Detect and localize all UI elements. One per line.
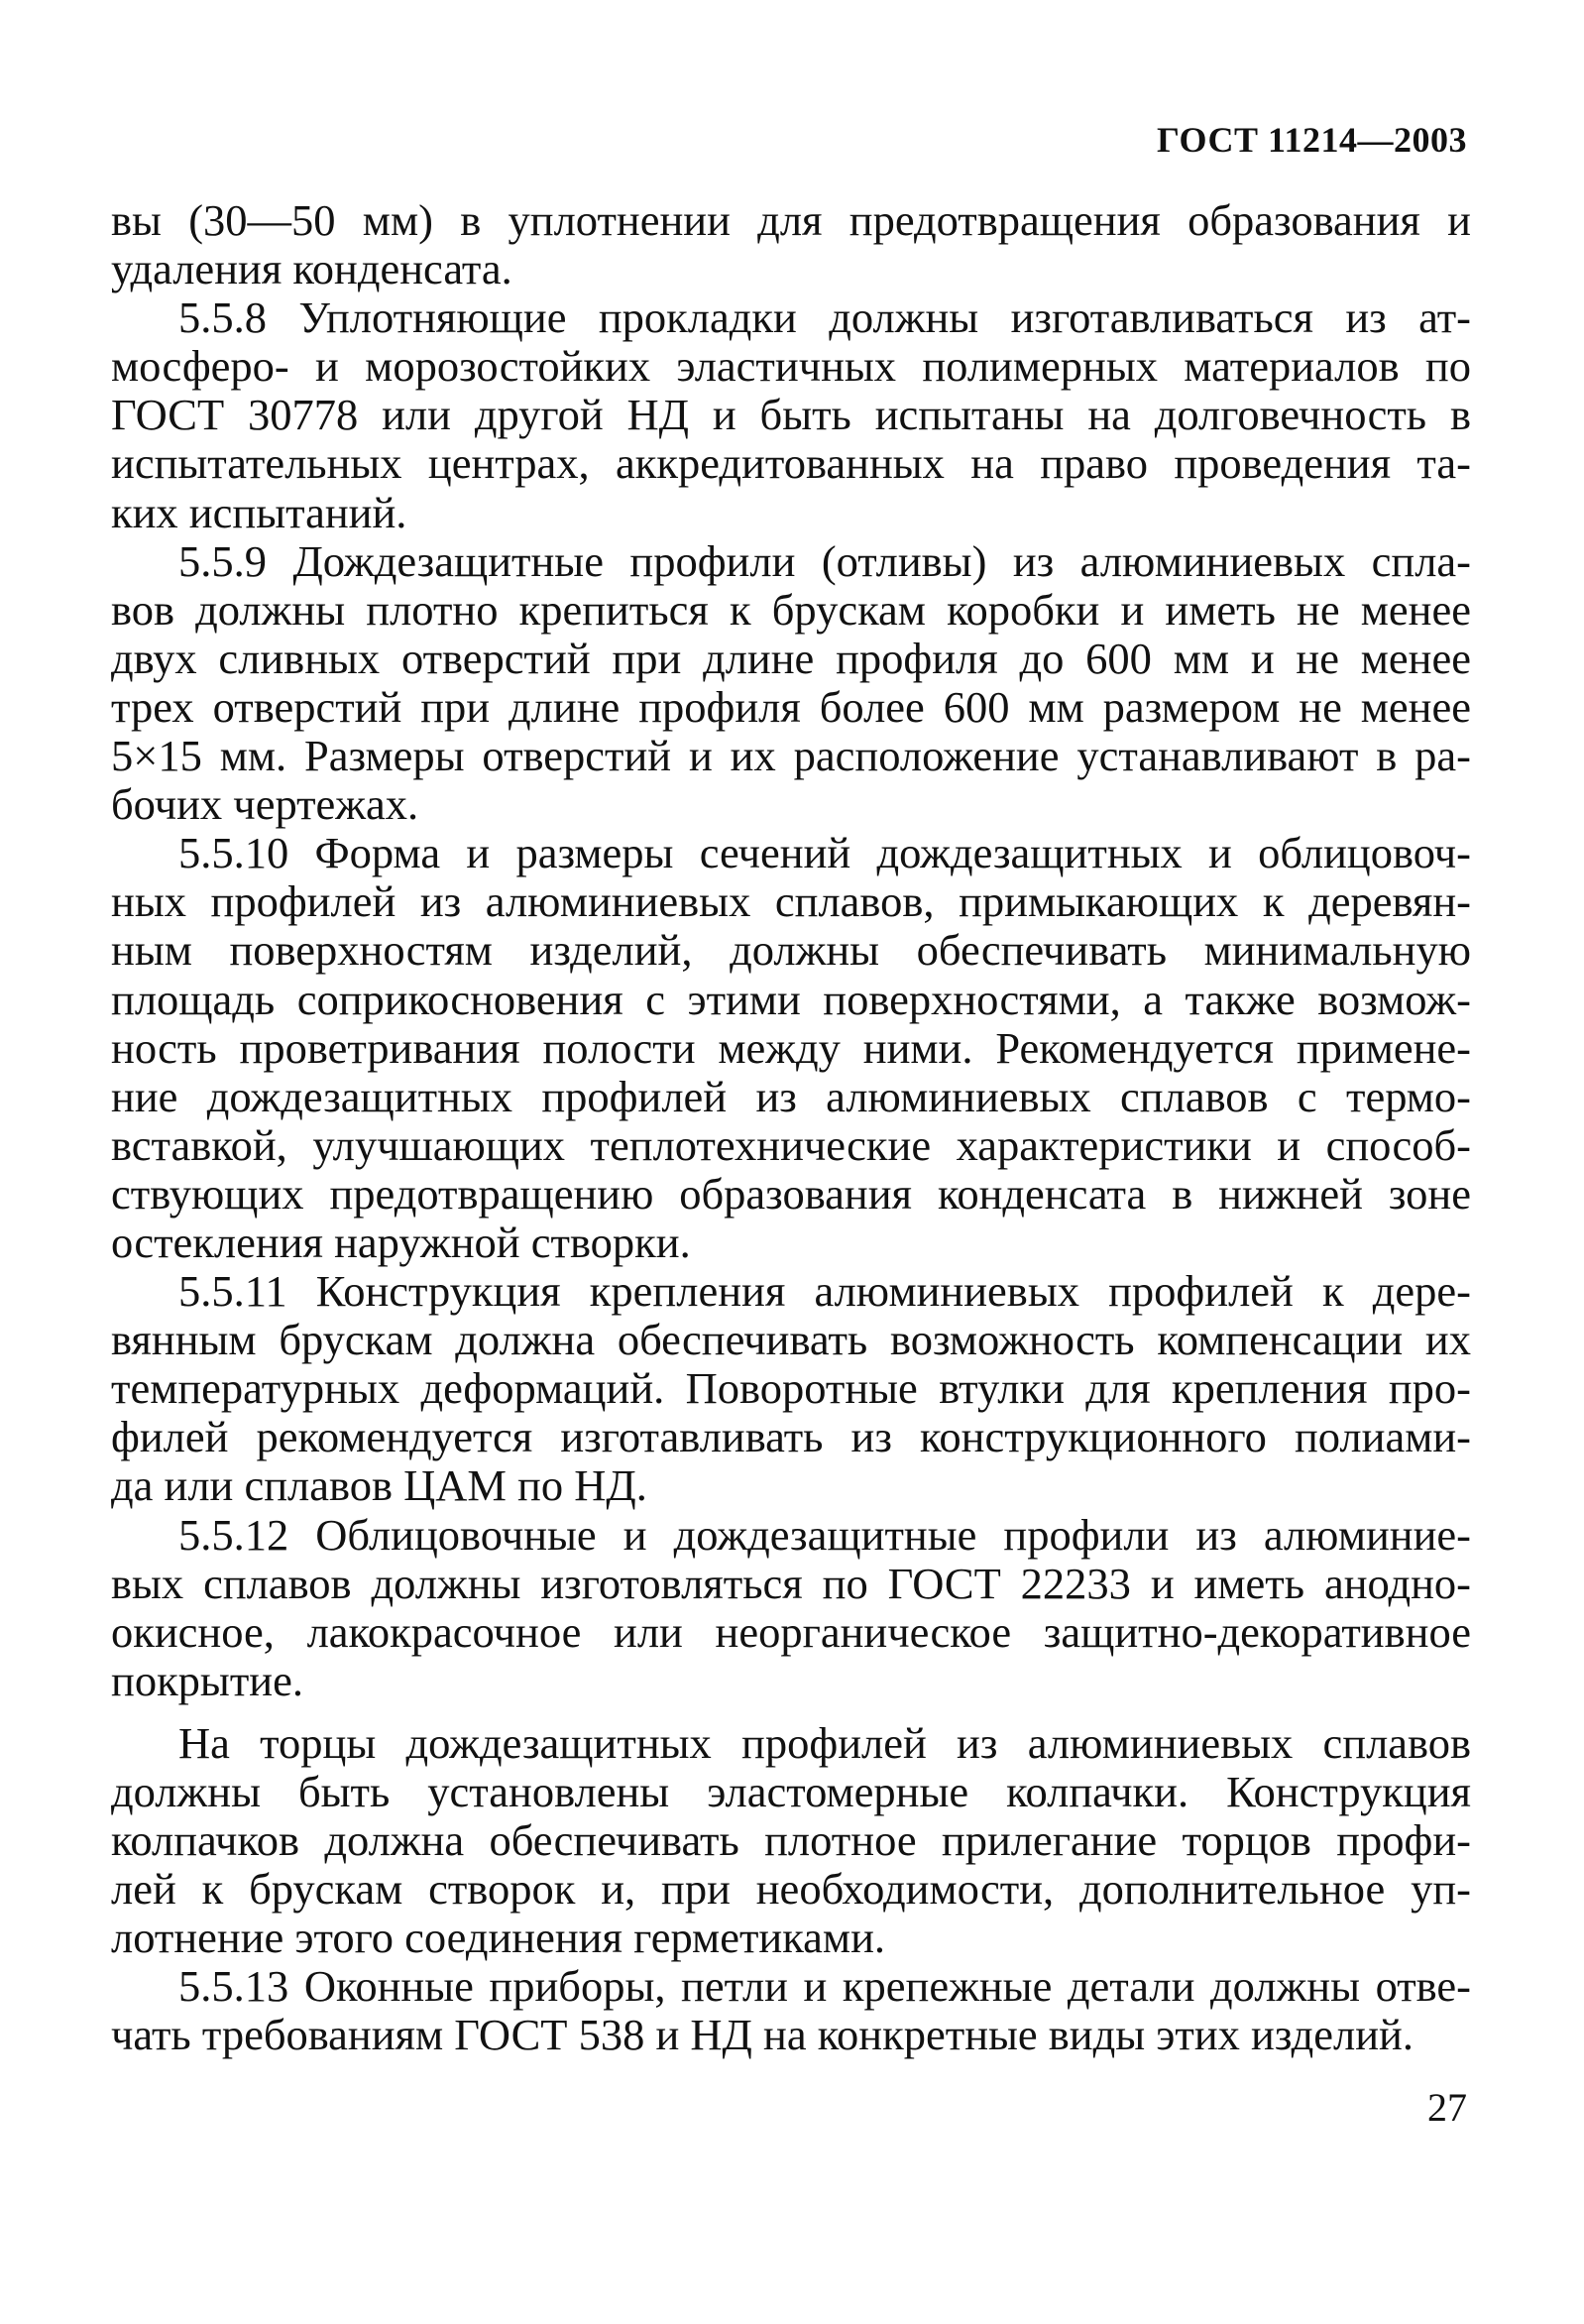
paragraph-end-caps [111, 1719, 1471, 1962]
text-line: ких испытаний. [111, 487, 407, 537]
paragraph-5-5-9 [111, 537, 1471, 830]
text-line: чать требованиям ГОСТ 538 и НД на конкретные виды этих изделий. [111, 2010, 1414, 2060]
text-line: колпачков должна обеспечивать плотное прилегание торцов профи- [111, 1815, 1471, 1866]
page-number: 27 [1427, 2085, 1467, 2130]
text-line: 5.5.12 Облицовочные и дождезащитные профили из алюминие- [178, 1509, 1471, 1560]
text-line: лотнение этого соединения герметиками. [111, 1913, 886, 1963]
text-line: должны быть установлены эластомерные колпачки. Конструкция [111, 1767, 1471, 1816]
text-line: испытательных центрах, аккредитованных на право проведения та- [111, 438, 1471, 489]
body-text [111, 196, 1471, 2060]
paragraph-5-5-13 [111, 1962, 1471, 2059]
text-line: окисное, лакокрасочное или неорганическое защитно-декоративное [111, 1606, 1471, 1657]
paragraph-5-5-10 [111, 829, 1471, 1267]
text-line: вставкой, улучшающих теплотехнические характеристики и способ- [111, 1119, 1471, 1170]
text-line: 5.5.9 Дождезащитные профили (отливы) из алюминиевых спла- [178, 535, 1471, 586]
text-line: 5.5.10 Форма и размеры сечений дождезащитных и облицовоч- [178, 828, 1471, 878]
text-line: лей к брускам створок и, при необходимости, дополнительное уп- [111, 1864, 1471, 1915]
text-line: вых сплавов должны изготовляться по ГОСТ 22233 и иметь анодно- [111, 1558, 1471, 1608]
text-line: бочих чертежах. [111, 779, 419, 830]
page-header-standard-id: ГОСТ 11214—2003 [1157, 120, 1467, 160]
text-line: двух сливных отверстий при длине профиля до 600 мм и не менее [111, 633, 1471, 683]
text-line: площадь соприкосновения с этими поверхностями, а также возмож- [111, 974, 1471, 1024]
text-line: 5.5.13 Оконные приборы, петли и крепежные детали должны отве- [178, 1961, 1471, 2012]
text-line: да или сплавов ЦАМ по НД. [111, 1460, 647, 1511]
text-line: ных профилей из алюминиевых сплавов, примыкающих к деревян- [111, 876, 1471, 927]
text-line: вы (30—50 мм) в уплотнении для предотвращения образования и [111, 195, 1471, 245]
paragraph-5-5-8 [111, 293, 1471, 536]
text-line: ность проветривания полости между ними. Рекомендуется примене- [111, 1022, 1471, 1073]
text-line: 5×15 мм. Размеры отверстий и их расположение устанавливают в ра- [111, 731, 1471, 781]
paragraph [111, 196, 1471, 293]
text-line: ние дождезащитных профилей из алюминиевых сплавов с термо- [111, 1071, 1471, 1121]
text-line: мосферо- и морозостойких эластичных полимерных материалов по [111, 341, 1471, 392]
text-line: филей рекомендуется изготавливать из конструкционного полиами- [111, 1412, 1471, 1462]
text-line: ГОСТ 30778 или другой НД и быть испытаны на долговечность в [111, 390, 1471, 440]
text-line: трех отверстий при длине профиля более 600 мм размером не менее [111, 681, 1471, 732]
text-line: удаления конденсата. [111, 244, 512, 294]
text-line: вянным брускам должна обеспечивать возможность компенсации их [111, 1315, 1471, 1365]
text-line: ствующих предотвращению образования конденсата в нижней зоне [111, 1168, 1471, 1219]
paragraph-5-5-12 [111, 1511, 1471, 1705]
paragraph-5-5-11 [111, 1267, 1471, 1510]
text-line: температурных деформаций. Поворотные втулки для крепления про- [111, 1363, 1471, 1414]
text-line: 5.5.8 Уплотняющие прокладки должны изготавливаться из ат- [178, 292, 1471, 343]
text-line: ным поверхностям изделий, должны обеспечивать минимальную [111, 925, 1471, 976]
text-line: остекления наружной створки. [111, 1217, 691, 1267]
text-line: На торцы дождезащитных профилей из алюминиевых сплавов [178, 1717, 1471, 1768]
paragraph-spacer [111, 1705, 1471, 1719]
text-line: покрытие. [111, 1655, 303, 1705]
text-line: вов должны плотно крепиться к брускам коробки и иметь не менее [111, 584, 1471, 635]
text-line: 5.5.11 Конструкция крепления алюминиевых профилей к дере- [178, 1266, 1471, 1317]
